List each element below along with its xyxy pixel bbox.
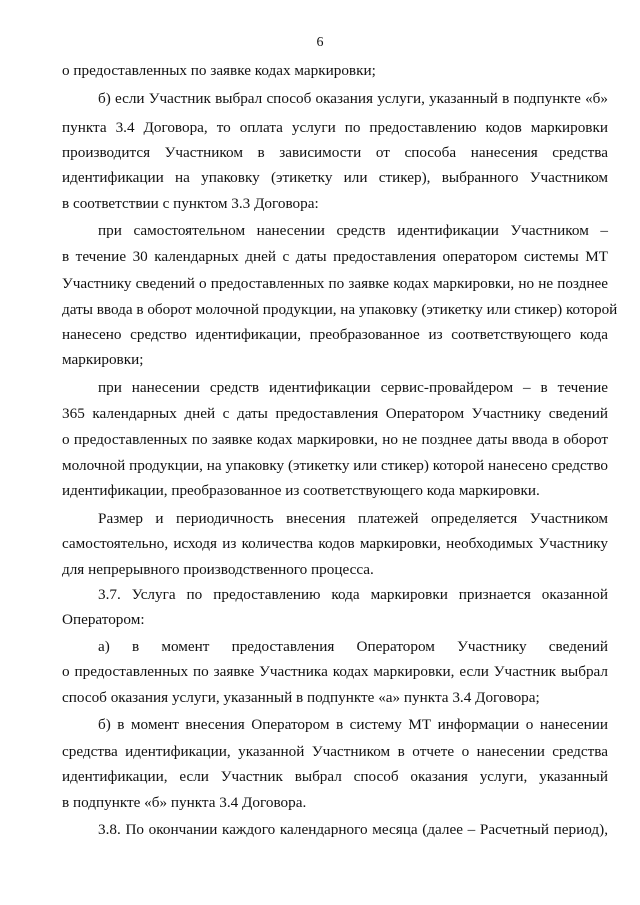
text-line: Участнику сведений о предоставленных по заявке кодах маркировки, но не позднее <box>62 275 608 292</box>
text-line: 365 календарных дней с даты предоставления Оператором Участнику сведений <box>62 405 608 422</box>
text-line: при нанесении средств идентификации сервис-провайдером – в течение <box>98 379 608 396</box>
text-line: способ оказания услуги, указанный в подпункте «а» пункта 3.4 Договора; <box>62 689 540 706</box>
text-line: о предоставленных по заявке Участника кодах маркировки, если Участник выбрал <box>62 663 608 680</box>
page-number: 6 <box>316 35 324 50</box>
text-line: о предоставленных по заявке кодах маркировки, но не позднее даты ввода в оборот <box>62 431 608 448</box>
text-line: пункта 3.4 Договора, то оплата услуги по предоставлению кодов маркировки <box>62 119 608 136</box>
text-line: даты ввода в оборот молочной продукции, на упаковку (этикетку или стикер) которой <box>62 301 618 318</box>
text-line: а) в момент предоставления Оператором Участнику сведений <box>98 638 608 655</box>
text-line: молочной продукции, на упаковку (этикетку или стикер) которой нанесено средство <box>62 457 608 474</box>
text-line: в подпункте «б» пункта 3.4 Договора. <box>62 794 307 811</box>
text-line: при самостоятельном нанесении средств идентификации Участником – <box>98 222 608 239</box>
text-line: самостоятельно, исходя из количества кодов маркировки, необходимых Участнику <box>62 535 608 552</box>
text-line: о предоставленных по заявке кодах маркировки; <box>62 62 376 79</box>
text-line: в соответствии с пунктом 3.3 Договора: <box>62 195 319 212</box>
text-line: б) в момент внесения Оператором в систему МТ информации о нанесении <box>98 716 608 733</box>
text-line: Оператором: <box>62 611 145 628</box>
text-line: средства идентификации, указанной Участником в отчете о нанесении средства <box>62 743 608 760</box>
text-line: производится Участником в зависимости от способа нанесения средства <box>62 144 608 161</box>
text-line: идентификации, если Участник выбрал способ оказания услуги, указанный <box>62 768 608 785</box>
text-line: идентификации на упаковку (этикетку или стикер), выбранного Участником <box>62 169 608 186</box>
text-line: 3.7. Услуга по предоставлению кода маркировки признается оказанной <box>98 586 608 603</box>
text-line: Размер и периодичность внесения платежей определяется Участником <box>98 510 608 527</box>
text-line: маркировки; <box>62 351 144 368</box>
text-line: для непрерывного производственного процесса. <box>62 561 374 578</box>
text-line: 3.8. По окончании каждого календарного месяца (далее – Расчетный период), <box>98 821 608 838</box>
text-line: в течение 30 календарных дней с даты предоставления оператором системы МТ <box>62 248 608 265</box>
text-line: идентификации, преобразованное из соответствующего кода маркировки. <box>62 482 540 499</box>
text-line: б) если Участник выбрал способ оказания услуги, указанный в подпункте «б» <box>98 90 608 107</box>
text-line: нанесено средство идентификации, преобразованное из соответствующего кода <box>62 326 608 343</box>
